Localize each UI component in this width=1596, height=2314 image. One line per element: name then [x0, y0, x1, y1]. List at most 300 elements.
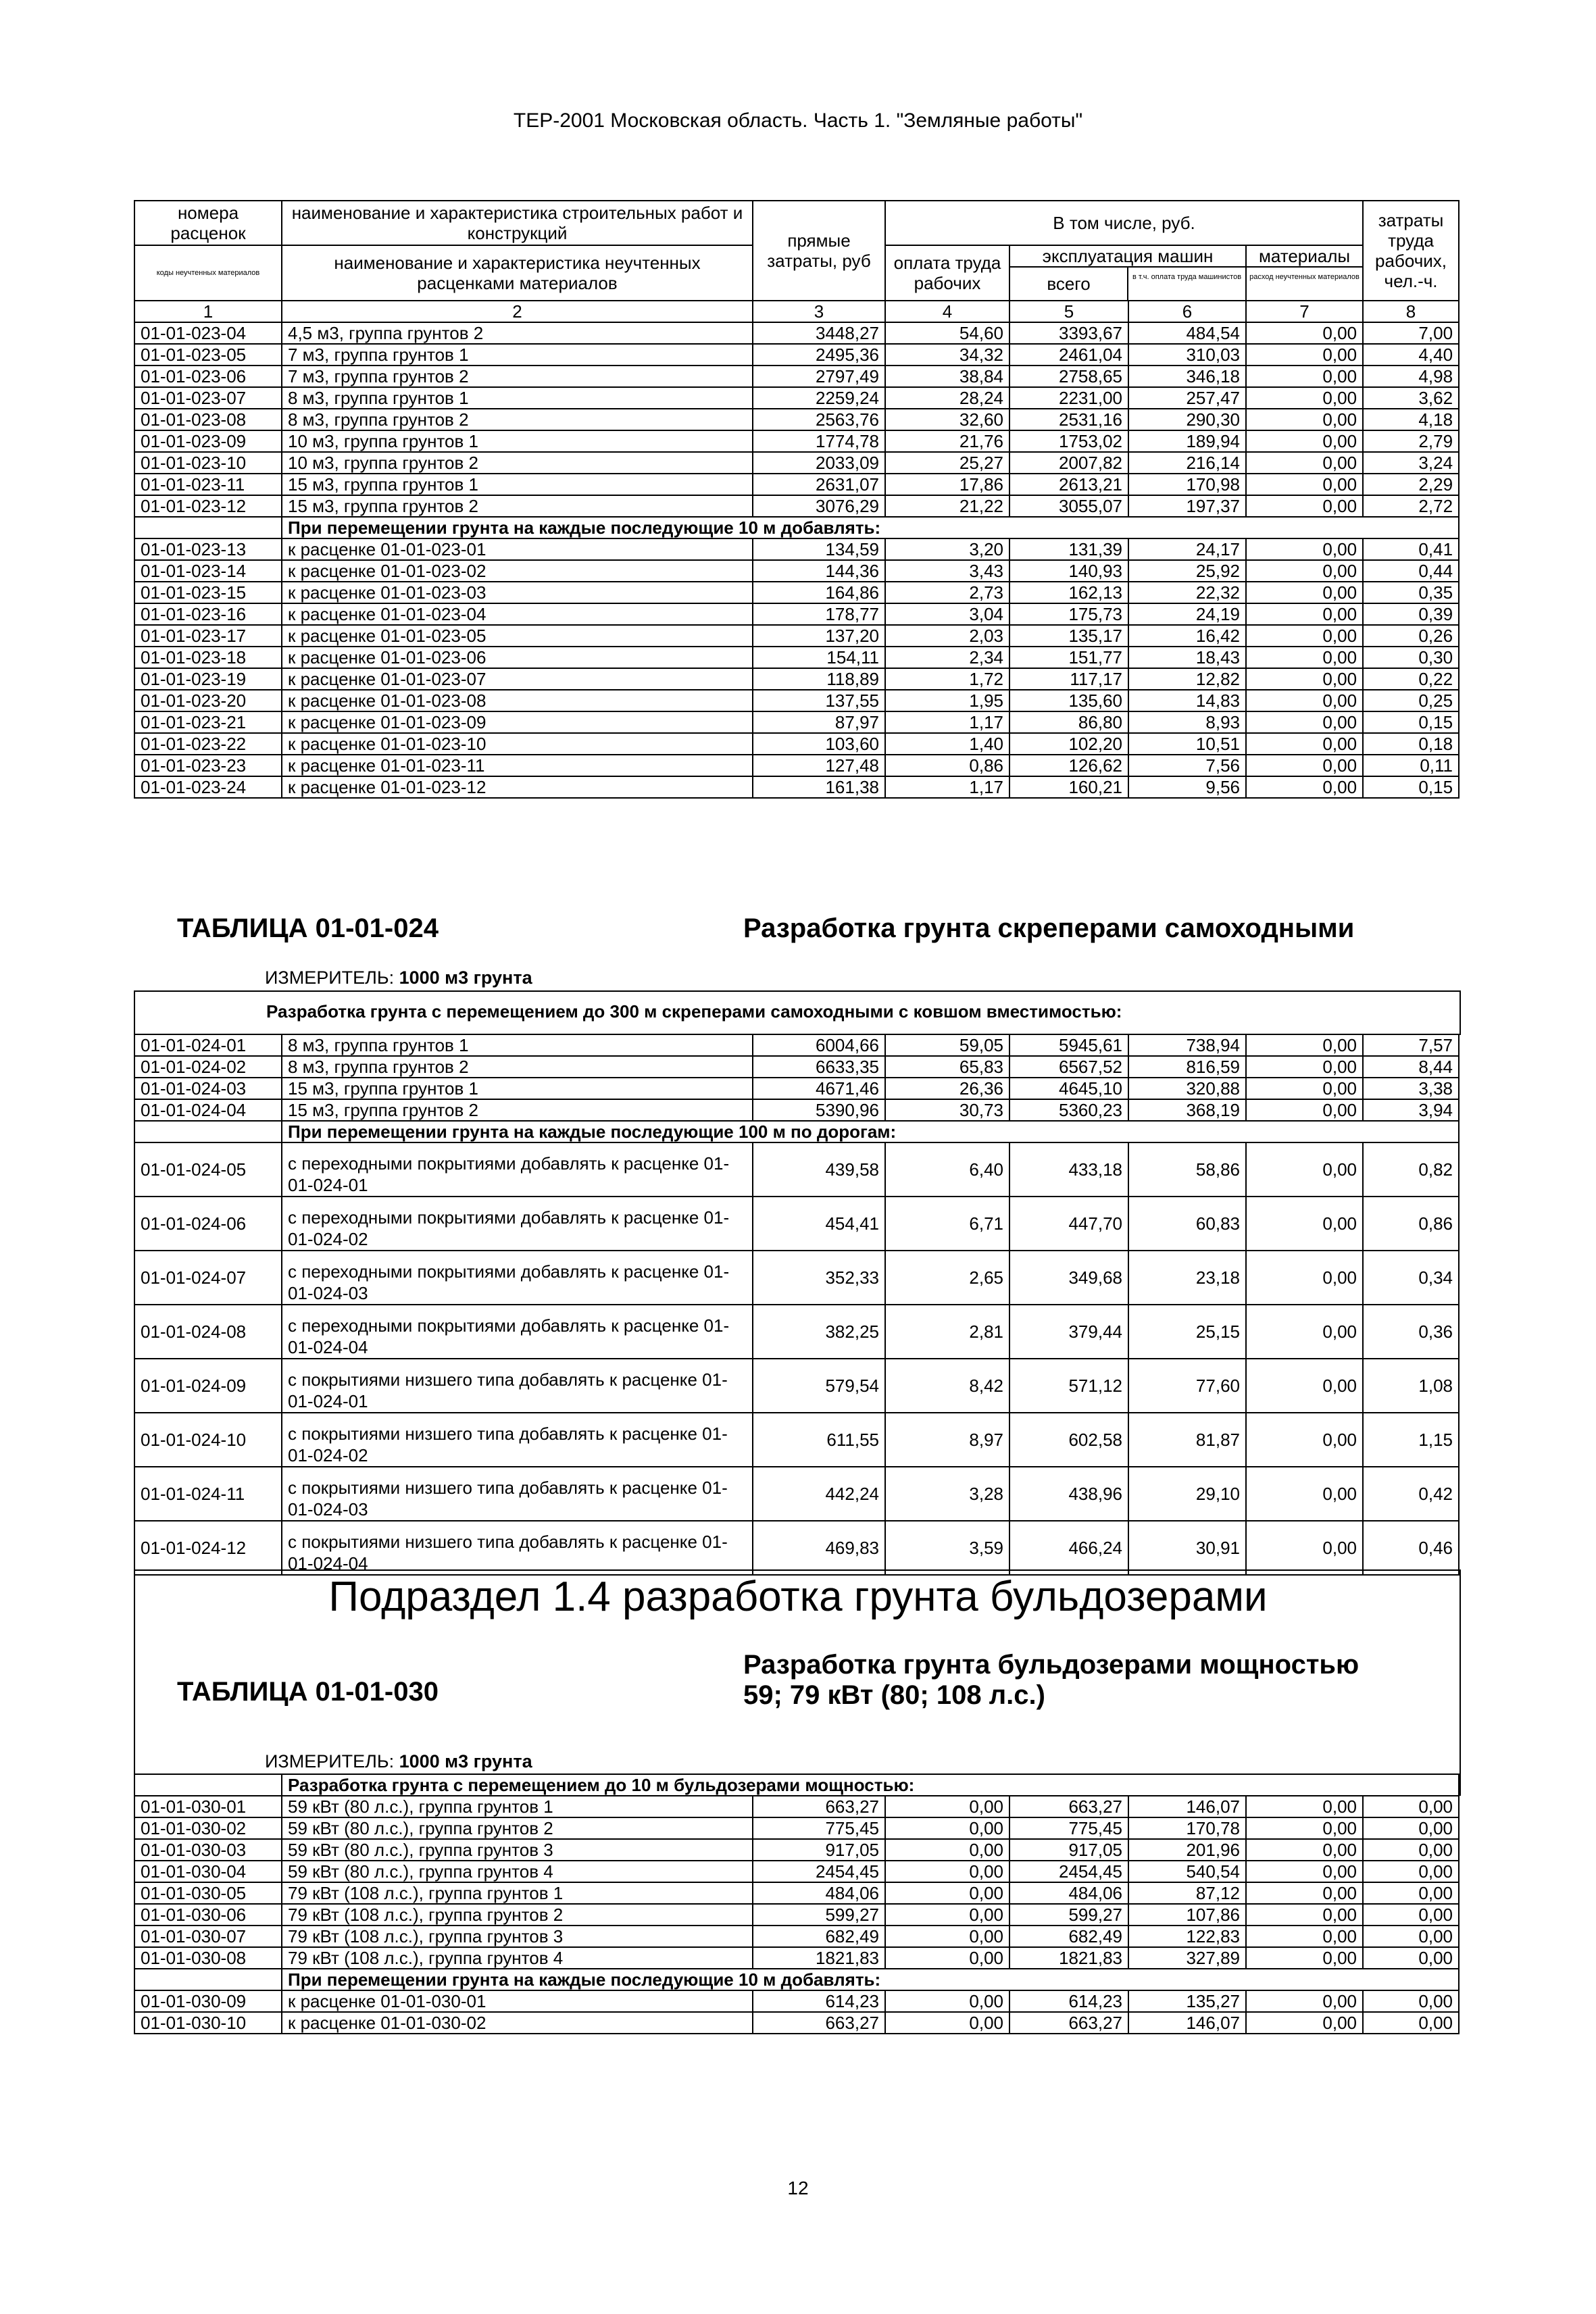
rate-code: 01-01-023-11 [134, 474, 282, 495]
rate-value: 2461,04 [1009, 344, 1128, 366]
col-head-machines-label: эксплуатация машин [1010, 246, 1245, 268]
rate-value: 3,59 [885, 1521, 1009, 1575]
table-row [134, 1817, 1459, 1839]
rate-value: 466,24 [1009, 1521, 1128, 1575]
rate-value: 2613,21 [1009, 474, 1128, 495]
table-row [134, 495, 1459, 517]
rate-value: 0,15 [1363, 776, 1459, 798]
col-head-materials [1246, 245, 1363, 301]
rate-value: 3,28 [885, 1467, 1009, 1521]
rate-value: 0,00 [1246, 560, 1363, 582]
rate-name: 79 кВт (108 л.с.), группа грунтов 1 [282, 1882, 753, 1904]
rate-value: 0,42 [1363, 1467, 1459, 1521]
rate-value: 1821,83 [1009, 1947, 1128, 1969]
rate-value: 0,00 [885, 1817, 1009, 1839]
table-row [134, 1034, 1459, 1056]
rate-name: к расценке 01-01-023-10 [282, 733, 753, 755]
table-title-030: ТАБЛИЦА 01-01-030 [177, 1677, 439, 1707]
rate-value: 32,60 [885, 409, 1009, 430]
rate-value: 0,00 [1246, 647, 1363, 668]
table-title-024: ТАБЛИЦА 01-01-024 [177, 913, 439, 943]
rate-value: 6,40 [885, 1142, 1009, 1197]
rate-value: 189,94 [1128, 430, 1246, 452]
rate-value: 442,24 [753, 1467, 885, 1521]
rate-value: 107,86 [1128, 1904, 1246, 1926]
table-desc-024: Разработка грунта скреперами самоходными [743, 913, 1355, 943]
rate-value: 87,12 [1128, 1882, 1246, 1904]
rate-code: 01-01-023-06 [134, 366, 282, 387]
rate-value: 447,70 [1009, 1197, 1128, 1251]
table-desc-030-line1: Разработка грунта бульдозерами мощностью [743, 1650, 1360, 1680]
subsection-title: Подраздел 1.4 разработка грунта бульдозерами [328, 1574, 1268, 1620]
column-header-row [134, 201, 1459, 245]
rate-value: 6567,52 [1009, 1056, 1128, 1078]
rate-value: 738,94 [1128, 1034, 1246, 1056]
rate-value: 0,00 [1363, 1839, 1459, 1861]
rate-value: 4671,46 [753, 1078, 885, 1099]
rate-value: 30,91 [1128, 1521, 1246, 1575]
rate-value: 0,00 [885, 1882, 1009, 1904]
rate-value: 25,15 [1128, 1305, 1246, 1359]
table-row [134, 1990, 1459, 2012]
rate-value: 2007,82 [1009, 452, 1128, 474]
table-row [134, 322, 1459, 344]
rate-value: 24,19 [1128, 603, 1246, 625]
rate-value: 0,00 [885, 1904, 1009, 1926]
table-subheading-row [134, 517, 1459, 538]
table-row [134, 1521, 1459, 1575]
rate-code: 01-01-024-11 [134, 1467, 282, 1521]
rate-value: 0,00 [1246, 668, 1363, 690]
rate-value: 2454,45 [753, 1861, 885, 1882]
rate-code: 01-01-023-07 [134, 387, 282, 409]
empty-cell [134, 517, 282, 538]
intro-frame-024 [134, 990, 1461, 1035]
rate-value: 8,44 [1363, 1056, 1459, 1078]
col-head-wages: оплата труда рабочих [885, 245, 1009, 301]
page-number: 12 [787, 2178, 809, 2198]
rate-value: 0,35 [1363, 582, 1459, 603]
rate-value: 0,00 [1246, 1796, 1363, 1817]
rate-value: 24,17 [1128, 538, 1246, 560]
rate-name: 79 кВт (108 л.с.), группа грунтов 3 [282, 1926, 753, 1947]
rate-value: 18,43 [1128, 647, 1246, 668]
rate-value: 682,49 [1009, 1926, 1128, 1947]
rate-value: 0,00 [1363, 1817, 1459, 1839]
rate-value: 7,00 [1363, 322, 1459, 344]
rate-value: 0,00 [1246, 1251, 1363, 1305]
rate-name: 59 кВт (80 л.с.), группа грунтов 1 [282, 1796, 753, 1817]
rate-value: 162,13 [1009, 582, 1128, 603]
rate-value: 346,18 [1128, 366, 1246, 387]
rate-value: 2563,76 [753, 409, 885, 430]
rate-value: 599,27 [1009, 1904, 1128, 1926]
rate-value: 81,87 [1128, 1413, 1246, 1467]
rate-code: 01-01-023-17 [134, 625, 282, 647]
rate-value: 0,18 [1363, 733, 1459, 755]
rate-value: 34,32 [885, 344, 1009, 366]
table-row [134, 1305, 1459, 1359]
table-row [134, 1796, 1459, 1817]
table-subheading: При перемещении грунта на каждые последующие 10 м добавлять: [282, 1969, 1459, 1990]
rate-value: 0,00 [1246, 1947, 1363, 1969]
rate-value: 0,00 [1246, 582, 1363, 603]
rate-value: 3393,67 [1009, 322, 1128, 344]
rate-name: к расценке 01-01-023-02 [282, 560, 753, 582]
measure-label: ИЗМЕРИТЕЛЬ: [265, 1751, 395, 1771]
rate-value: 0,00 [1246, 344, 1363, 366]
rate-value: 127,48 [753, 755, 885, 776]
rate-value: 663,27 [753, 2012, 885, 2034]
rate-value: 8,42 [885, 1359, 1009, 1413]
rate-value: 349,68 [1009, 1251, 1128, 1305]
rate-value: 54,60 [885, 322, 1009, 344]
rate-value: 216,14 [1128, 452, 1246, 474]
rate-value: 21,76 [885, 430, 1009, 452]
col-num: 2 [282, 301, 753, 322]
rate-value: 0,22 [1363, 668, 1459, 690]
table-row [134, 409, 1459, 430]
col-head-including: В том числе, руб. [885, 201, 1363, 245]
rate-value: 0,46 [1363, 1521, 1459, 1575]
rate-value: 0,41 [1363, 538, 1459, 560]
rate-value: 16,42 [1128, 625, 1246, 647]
column-number-row [134, 301, 1459, 322]
rate-code: 01-01-023-15 [134, 582, 282, 603]
rate-code: 01-01-024-04 [134, 1099, 282, 1121]
empty-cell [134, 1774, 282, 1796]
rate-value: 0,82 [1363, 1142, 1459, 1197]
rate-value: 0,34 [1363, 1251, 1459, 1305]
rate-value: 164,86 [753, 582, 885, 603]
rate-code: 01-01-023-20 [134, 690, 282, 711]
rate-value: 1,95 [885, 690, 1009, 711]
col-head-operator-wages: в т.ч. оплата труда машинистов [1132, 273, 1242, 281]
table-row [134, 647, 1459, 668]
rate-code: 01-01-024-10 [134, 1413, 282, 1467]
rate-value: 0,00 [1246, 690, 1363, 711]
rate-code: 01-01-030-09 [134, 1990, 282, 2012]
table-row [134, 1099, 1459, 1121]
rate-value: 0,00 [1246, 495, 1363, 517]
rate-name: к расценке 01-01-023-11 [282, 755, 753, 776]
rate-value: 0,00 [1246, 625, 1363, 647]
rate-name: 8 м3, группа грунтов 2 [282, 1056, 753, 1078]
rate-value: 126,62 [1009, 755, 1128, 776]
rate-value: 2631,07 [753, 474, 885, 495]
rate-value: 140,93 [1009, 560, 1128, 582]
col-head-direct: прямые затраты, руб [753, 201, 885, 301]
rate-value: 197,37 [1128, 495, 1246, 517]
rate-name: с переходными покрытиями добавлять к расценке 01-01-024-01 [282, 1142, 753, 1197]
rate-code: 01-01-023-04 [134, 322, 282, 344]
rate-code: 01-01-023-21 [134, 711, 282, 733]
table-row [134, 1413, 1459, 1467]
rate-value: 484,54 [1128, 322, 1246, 344]
table-row [134, 711, 1459, 733]
rate-value: 9,56 [1128, 776, 1246, 798]
rate-value: 3,43 [885, 560, 1009, 582]
rate-value: 290,30 [1128, 409, 1246, 430]
rate-value: 14,83 [1128, 690, 1246, 711]
empty-cell [134, 1121, 282, 1142]
col-num: 3 [753, 301, 885, 322]
rate-value: 2495,36 [753, 344, 885, 366]
rate-value: 0,86 [1363, 1197, 1459, 1251]
rate-value: 60,83 [1128, 1197, 1246, 1251]
rate-code: 01-01-024-07 [134, 1251, 282, 1305]
rates-table-030 [134, 1774, 1460, 2034]
col-head-material-names: наименование и характеристика неучтенных расценками материалов [282, 245, 753, 301]
rate-name: 59 кВт (80 л.с.), группа грунтов 4 [282, 1861, 753, 1882]
table-row [134, 1926, 1459, 1947]
measure-label: ИЗМЕРИТЕЛЬ: [265, 967, 395, 988]
rates-table-024 [134, 1034, 1460, 1576]
rate-value: 0,00 [885, 1947, 1009, 1969]
rate-value: 77,60 [1128, 1359, 1246, 1413]
table-row [134, 1861, 1459, 1882]
rate-value: 257,47 [1128, 387, 1246, 409]
rate-value: 103,60 [753, 733, 885, 755]
rate-code: 01-01-030-02 [134, 1817, 282, 1839]
rate-name: 7 м3, группа грунтов 1 [282, 344, 753, 366]
table-row [134, 344, 1459, 366]
table-row [134, 733, 1459, 755]
col-head-total: всего [1010, 268, 1128, 300]
rate-value: 29,10 [1128, 1467, 1246, 1521]
table-row [134, 668, 1459, 690]
rate-value: 146,07 [1128, 1796, 1246, 1817]
rate-value: 0,00 [885, 1861, 1009, 1882]
rate-value: 6633,35 [753, 1056, 885, 1078]
rate-value: 0,00 [1246, 1839, 1363, 1861]
rate-value: 10,51 [1128, 733, 1246, 755]
rate-code: 01-01-030-01 [134, 1796, 282, 1817]
rate-value: 175,73 [1009, 603, 1128, 625]
rate-value: 917,05 [1009, 1839, 1128, 1861]
rate-value: 454,41 [753, 1197, 885, 1251]
rate-value: 2033,09 [753, 452, 885, 474]
rate-value: 0,00 [1246, 1056, 1363, 1078]
rate-code: 01-01-023-16 [134, 603, 282, 625]
table-row [134, 1882, 1459, 1904]
rate-name: к расценке 01-01-030-01 [282, 1990, 753, 2012]
table-row [134, 1197, 1459, 1251]
rate-value: 22,32 [1128, 582, 1246, 603]
rate-code: 01-01-023-19 [134, 668, 282, 690]
rate-value: 0,39 [1363, 603, 1459, 625]
col-head-materials-label: материалы [1247, 246, 1362, 268]
rate-value: 59,05 [885, 1034, 1009, 1056]
rate-value: 1753,02 [1009, 430, 1128, 452]
rate-value: 0,36 [1363, 1305, 1459, 1359]
rate-value: 327,89 [1128, 1947, 1246, 1969]
rate-value: 122,83 [1128, 1926, 1246, 1947]
table-row [134, 1142, 1459, 1197]
rate-value: 2758,65 [1009, 366, 1128, 387]
table-subheading: При перемещении грунта на каждые последующие 100 м по дорогам: [282, 1121, 1459, 1142]
rate-code: 01-01-030-04 [134, 1861, 282, 1882]
rate-value: 86,80 [1009, 711, 1128, 733]
rate-name: 10 м3, группа грунтов 1 [282, 430, 753, 452]
rate-value: 1,17 [885, 711, 1009, 733]
rate-value: 12,82 [1128, 668, 1246, 690]
rate-value: 3,94 [1363, 1099, 1459, 1121]
rate-value: 599,27 [753, 1904, 885, 1926]
rate-value: 2231,00 [1009, 387, 1128, 409]
rate-value: 1821,83 [753, 1947, 885, 1969]
table-desc-030-line2: 59; 79 кВт (80; 108 л.с.) [743, 1680, 1045, 1710]
rate-value: 0,00 [1246, 1197, 1363, 1251]
rate-name: с покрытиями низшего типа добавлять к расценке 01-01-024-04 [282, 1521, 753, 1575]
table-row [134, 452, 1459, 474]
table-row [134, 1904, 1459, 1926]
rate-code: 01-01-024-12 [134, 1521, 282, 1575]
rate-code: 01-01-023-23 [134, 755, 282, 776]
rate-name: с переходными покрытиями добавлять к расценке 01-01-024-03 [282, 1251, 753, 1305]
rate-name: 15 м3, группа грунтов 1 [282, 1078, 753, 1099]
rate-name: к расценке 01-01-023-04 [282, 603, 753, 625]
rate-value: 484,06 [753, 1882, 885, 1904]
table-row [134, 366, 1459, 387]
table-row [134, 690, 1459, 711]
rate-value: 0,00 [1246, 1990, 1363, 2012]
rate-name: 59 кВт (80 л.с.), группа грунтов 2 [282, 1817, 753, 1839]
rate-code: 01-01-030-03 [134, 1839, 282, 1861]
rate-value: 0,00 [1246, 1882, 1363, 1904]
table-subheading: При перемещении грунта на каждые последующие 10 м добавлять: [282, 517, 1459, 538]
rate-value: 0,00 [1246, 409, 1363, 430]
rate-value: 368,19 [1128, 1099, 1246, 1121]
rate-value: 118,89 [753, 668, 885, 690]
col-head-labor: затраты труда рабочих, чел.-ч. [1363, 201, 1459, 301]
rate-value: 433,18 [1009, 1142, 1128, 1197]
rate-value: 170,98 [1128, 474, 1246, 495]
table-row [134, 755, 1459, 776]
table-row [134, 560, 1459, 582]
rate-name: 7 м3, группа грунтов 2 [282, 366, 753, 387]
rate-value: 0,00 [1246, 1817, 1363, 1839]
rate-value: 0,00 [1363, 2012, 1459, 2034]
rate-name: к расценке 01-01-023-03 [282, 582, 753, 603]
rate-value: 1,17 [885, 776, 1009, 798]
table-row [134, 1056, 1459, 1078]
rate-value: 102,20 [1009, 733, 1128, 755]
rate-value: 0,00 [1246, 1359, 1363, 1413]
table-row [134, 1359, 1459, 1413]
col-num: 4 [885, 301, 1009, 322]
rate-value: 0,00 [1363, 1861, 1459, 1882]
rate-value: 0,00 [1246, 755, 1363, 776]
rate-name: к расценке 01-01-030-02 [282, 2012, 753, 2034]
rate-code: 01-01-023-12 [134, 495, 282, 517]
rate-name: 8 м3, группа грунтов 2 [282, 409, 753, 430]
rate-value: 0,15 [1363, 711, 1459, 733]
rate-value: 0,00 [1246, 711, 1363, 733]
rate-value: 540,54 [1128, 1861, 1246, 1882]
rate-name: 10 м3, группа грунтов 2 [282, 452, 753, 474]
rate-value: 579,54 [753, 1359, 885, 1413]
rate-value: 614,23 [753, 1990, 885, 2012]
rate-code: 01-01-023-22 [134, 733, 282, 755]
rate-code: 01-01-023-18 [134, 647, 282, 668]
rate-name: 59 кВт (80 л.с.), группа грунтов 3 [282, 1839, 753, 1861]
rate-value: 0,00 [1246, 1078, 1363, 1099]
rate-value: 3,20 [885, 538, 1009, 560]
rate-value: 0,00 [1246, 1861, 1363, 1882]
rate-value: 0,00 [1246, 1413, 1363, 1467]
col-head-material-codes: коды неучтенных материалов [134, 245, 282, 301]
rate-value: 484,06 [1009, 1882, 1128, 1904]
rate-name: 8 м3, группа грунтов 1 [282, 1034, 753, 1056]
rate-value: 0,00 [885, 1839, 1009, 1861]
rate-value: 0,00 [1246, 733, 1363, 755]
rate-value: 117,17 [1009, 668, 1128, 690]
rate-value: 0,00 [1246, 1926, 1363, 1947]
rate-value: 0,00 [1246, 474, 1363, 495]
rate-value: 3448,27 [753, 322, 885, 344]
rate-value: 6004,66 [753, 1034, 885, 1056]
rate-name: к расценке 01-01-023-07 [282, 668, 753, 690]
table-row [134, 1251, 1459, 1305]
rate-code: 01-01-023-14 [134, 560, 282, 582]
rate-name: 15 м3, группа грунтов 1 [282, 474, 753, 495]
rate-value: 682,49 [753, 1926, 885, 1947]
table-row [134, 538, 1459, 560]
rate-value: 320,88 [1128, 1078, 1246, 1099]
rate-value: 1,15 [1363, 1413, 1459, 1467]
rate-value: 87,97 [753, 711, 885, 733]
rate-value: 58,86 [1128, 1142, 1246, 1197]
rate-value: 23,18 [1128, 1251, 1246, 1305]
table-row [134, 387, 1459, 409]
rate-value: 1,08 [1363, 1359, 1459, 1413]
table-row [134, 1839, 1459, 1861]
rate-value: 161,38 [753, 776, 885, 798]
rate-value: 382,25 [753, 1305, 885, 1359]
rate-value: 0,11 [1363, 755, 1459, 776]
rate-value: 135,17 [1009, 625, 1128, 647]
rate-value: 611,55 [753, 1413, 885, 1467]
rate-code: 01-01-023-10 [134, 452, 282, 474]
rate-value: 7,57 [1363, 1034, 1459, 1056]
rate-code: 01-01-024-01 [134, 1034, 282, 1056]
rate-name: 15 м3, группа грунтов 2 [282, 495, 753, 517]
rate-code: 01-01-030-08 [134, 1947, 282, 1969]
rate-name: 79 кВт (108 л.с.), группа грунтов 4 [282, 1947, 753, 1969]
rate-value: 5945,61 [1009, 1034, 1128, 1056]
rate-value: 0,00 [885, 1796, 1009, 1817]
rate-name: к расценке 01-01-023-12 [282, 776, 753, 798]
rate-value: 4,40 [1363, 344, 1459, 366]
rate-value: 2259,24 [753, 387, 885, 409]
rate-name: 15 м3, группа грунтов 2 [282, 1099, 753, 1121]
rate-value: 3,38 [1363, 1078, 1459, 1099]
rate-value: 0,00 [1246, 322, 1363, 344]
measure-024 [265, 967, 532, 988]
rate-value: 4645,10 [1009, 1078, 1128, 1099]
rate-value: 0,30 [1363, 647, 1459, 668]
rate-value: 0,00 [1246, 1034, 1363, 1056]
table-row [134, 603, 1459, 625]
rate-value: 379,44 [1009, 1305, 1128, 1359]
col-num: 5 [1009, 301, 1128, 322]
rate-value: 0,00 [1246, 776, 1363, 798]
rate-value: 663,27 [1009, 1796, 1128, 1817]
rate-value: 2,29 [1363, 474, 1459, 495]
table-row [134, 776, 1459, 798]
col-head-machines [1009, 245, 1246, 301]
